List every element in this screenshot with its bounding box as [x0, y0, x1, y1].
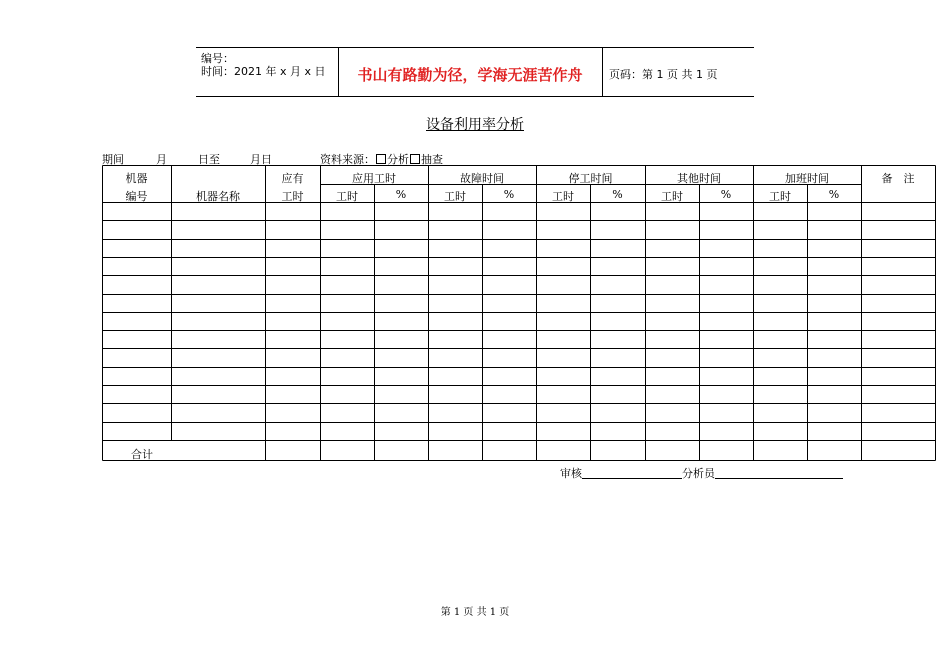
fault-sub-hours: 工时 [444, 190, 466, 203]
stop-sub-percent: % [612, 188, 623, 201]
col-remarks: 备 注 [881, 172, 915, 185]
reviewer-label: 审核 [560, 467, 582, 480]
period-label: 期间 [102, 153, 124, 166]
source-group [320, 151, 443, 167]
used-sub-hours: 工时 [336, 190, 358, 203]
header-page-label: 页码：第 1 页 共 1 页 [609, 68, 718, 81]
analyst-label: 分析员 [682, 467, 715, 480]
month-label: 月 [156, 153, 167, 166]
col-due-hours-top: 应有 [281, 172, 304, 185]
overtime-sub-percent: % [828, 188, 840, 201]
header-bottom-rule [196, 96, 754, 97]
form-title: 设备利用率分析 [426, 117, 524, 133]
total-row-label: 合计 [131, 448, 153, 461]
signature-block [560, 465, 843, 481]
header-top-rule [196, 47, 754, 48]
other-sub-percent: % [720, 188, 732, 201]
source-option-spotcheck: 抽查 [421, 153, 443, 166]
day-to-label: 日至 [198, 153, 220, 166]
col-machine-no-bottom: 编号 [125, 190, 148, 203]
page-footer: 第 1 页 共 1 页 [440, 607, 510, 618]
group-other-time: 其他时间 [677, 172, 721, 185]
fault-sub-percent: % [503, 188, 515, 201]
source-spotcheck-checkbox[interactable] [410, 154, 420, 164]
header-number-label: 编号： [201, 52, 234, 65]
group-used-hours: 应用工时 [352, 172, 396, 185]
col-due-hours-bottom: 工时 [281, 190, 304, 203]
analyst-signature-line[interactable] [715, 468, 843, 479]
overtime-sub-hours: 工时 [769, 190, 791, 203]
header-motto: 书山有路勤为径，学海无涯苦作舟 [357, 66, 583, 84]
month-day-label: 月日 [250, 153, 272, 166]
other-sub-hours: 工时 [661, 190, 683, 203]
source-label: 资料来源： [320, 153, 375, 166]
group-overtime: 加班时间 [785, 172, 829, 185]
col-machine-name: 机器名称 [196, 190, 240, 203]
source-analysis-checkbox[interactable] [376, 154, 386, 164]
stop-sub-hours: 工时 [552, 190, 574, 203]
source-option-analysis: 分析 [387, 153, 409, 166]
header-time-label: 时间：2021 年 x 月 x 日 [201, 65, 326, 78]
col-machine-no-top: 机器 [125, 172, 148, 185]
form-title-container [0, 114, 950, 134]
group-stop-time: 停工时间 [568, 172, 613, 185]
group-fault-time: 故障时间 [460, 172, 504, 185]
used-sub-percent: % [395, 188, 407, 201]
header-divider-right [602, 47, 603, 96]
reviewer-signature-line[interactable] [582, 468, 682, 479]
